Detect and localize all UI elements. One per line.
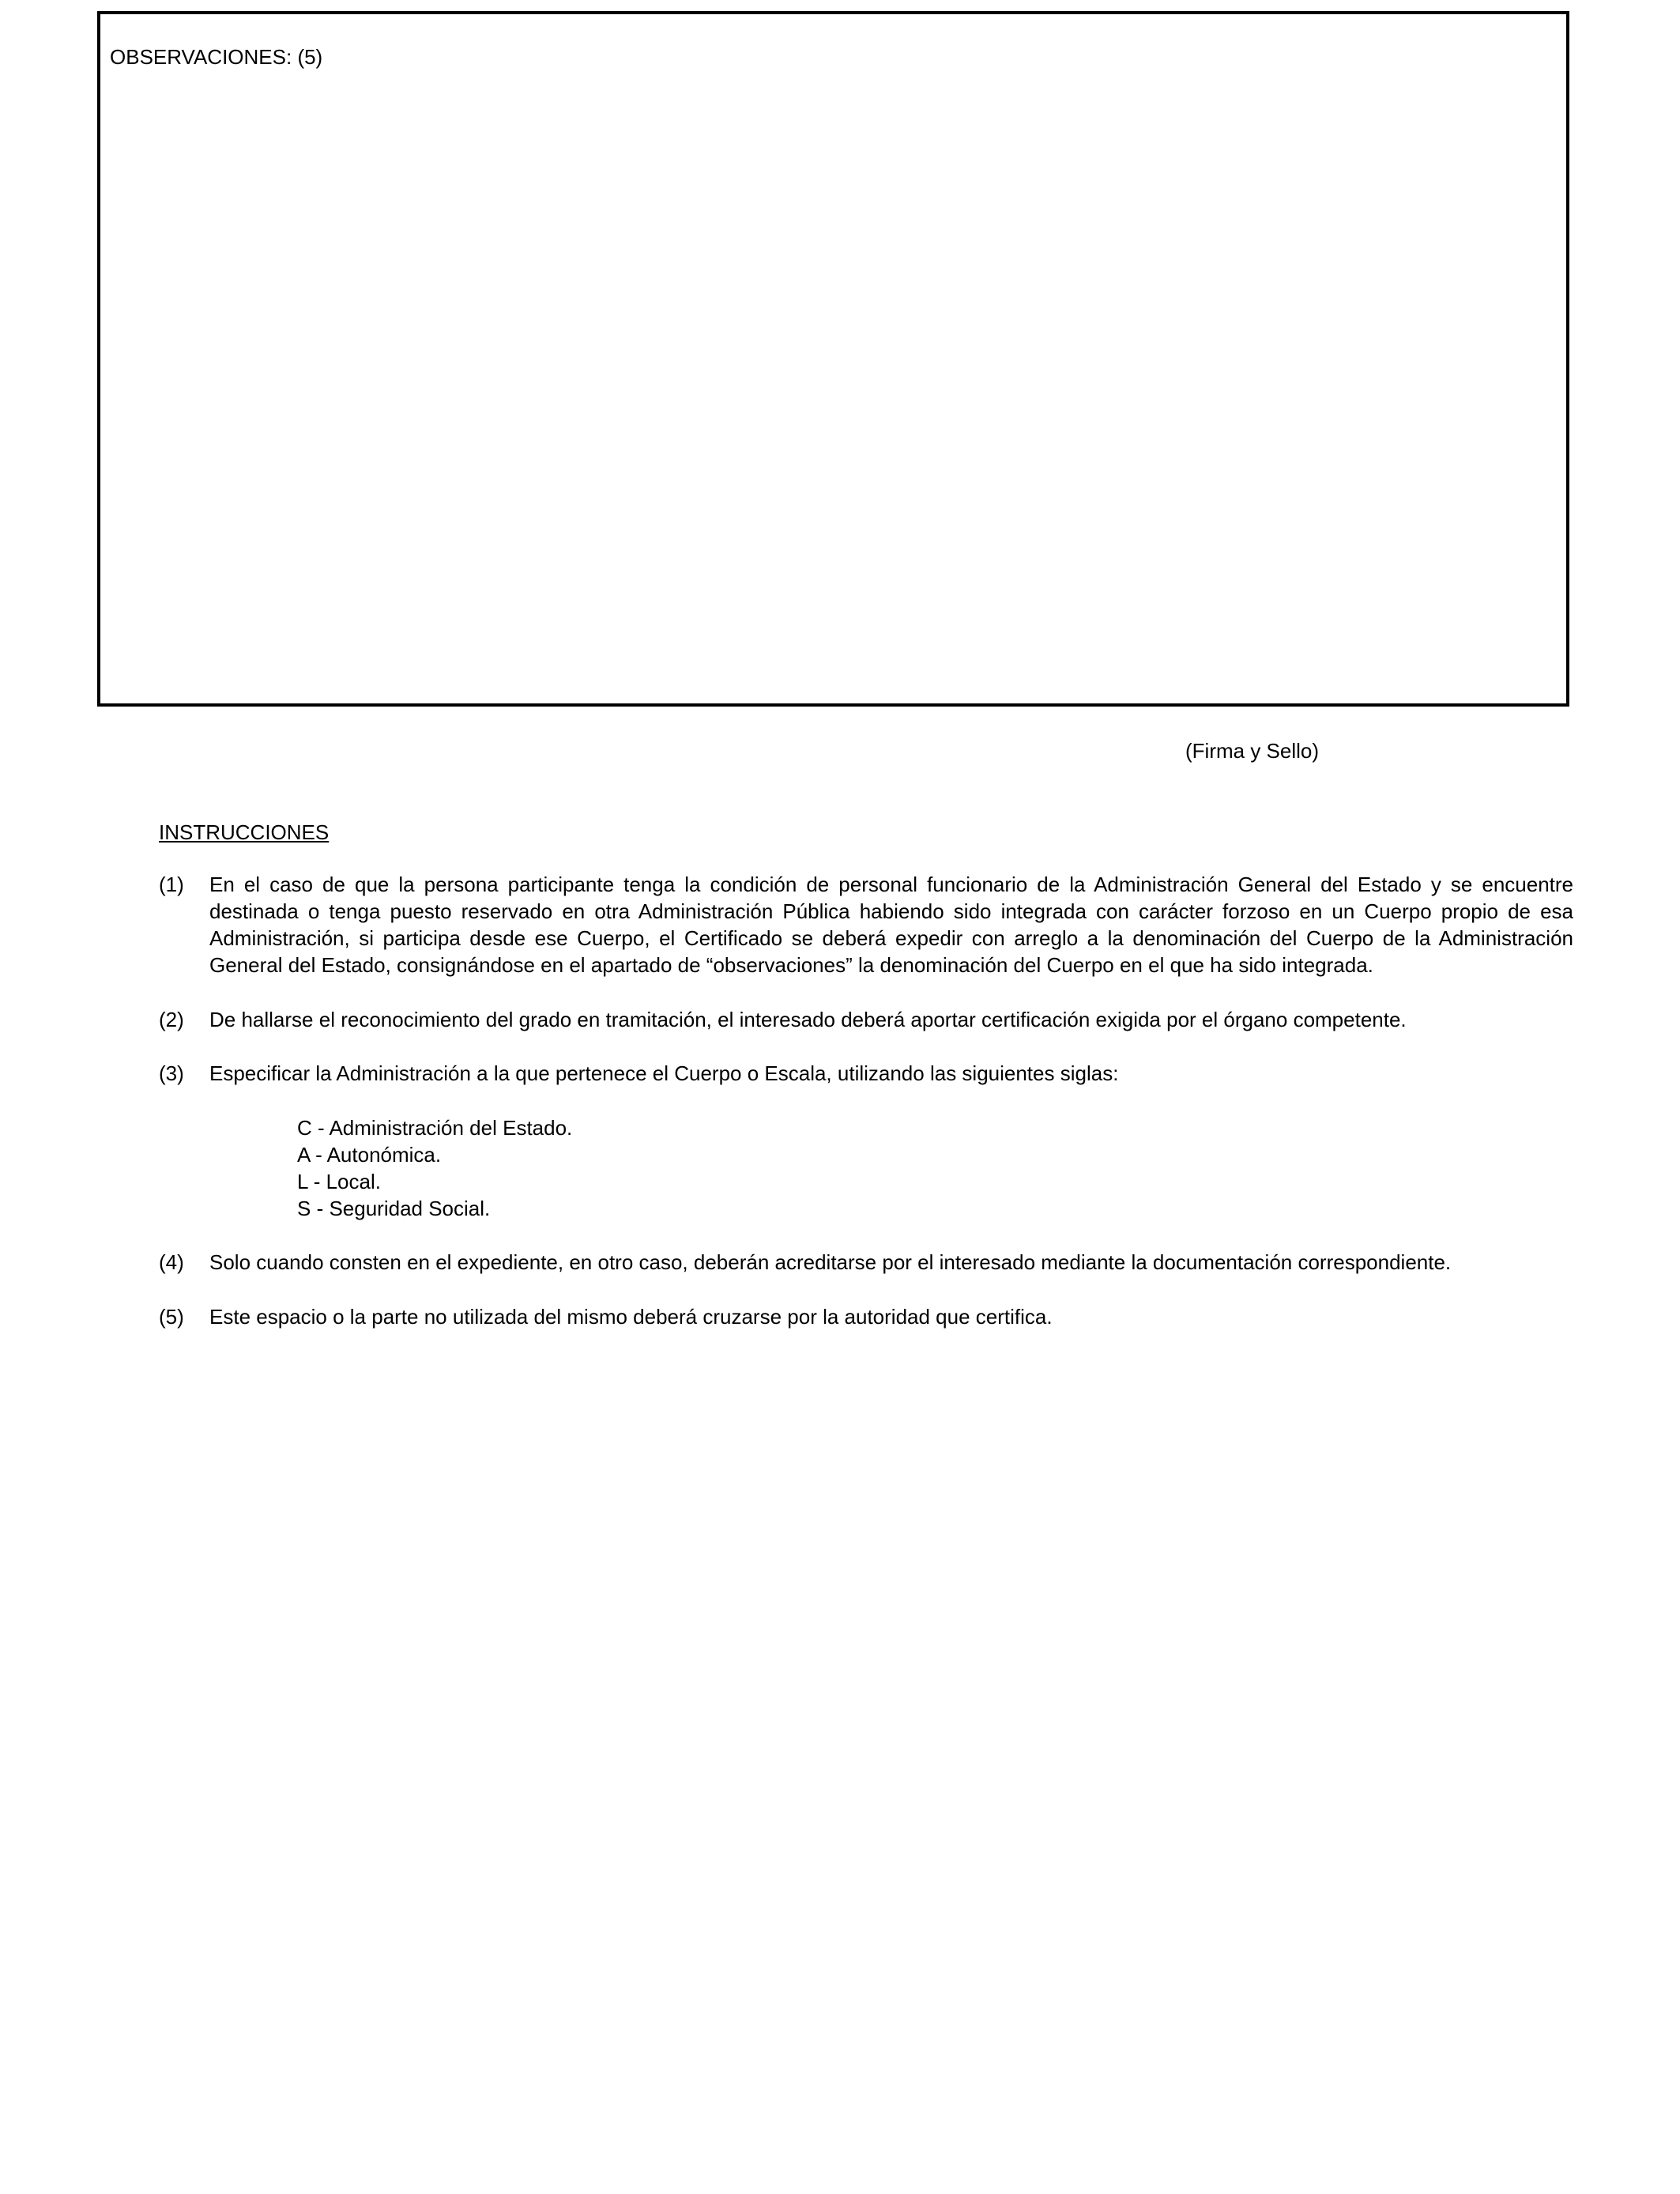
instruccion-item (159, 1303, 1573, 1330)
instruccion-text: Este espacio o la parte no utilizada del mismo deberá cruzarse por la autoridad que certifica. (209, 1305, 1053, 1329)
instruccion-number: (2) (159, 1008, 184, 1031)
siglas-list (297, 1114, 572, 1222)
instruccion-number: (5) (159, 1305, 184, 1329)
instrucciones-title: INSTRUCCIONES (159, 820, 330, 844)
instruccion-number: (1) (159, 873, 184, 896)
instruccion-number: (3) (159, 1061, 184, 1085)
instruccion-item (159, 1249, 1573, 1276)
sigla-item: C - Administración del Estado. (297, 1116, 573, 1140)
sigla-item: A - Autonómica. (297, 1143, 442, 1167)
instruccion-text: Solo cuando consten en el expediente, en otro caso, deberán acreditarse por el interesado mediante la documentación correspondiente. (209, 1250, 1452, 1274)
instruccion-number: (4) (159, 1250, 184, 1274)
observaciones-label: OBSERVACIONES: (5) (110, 45, 323, 69)
firma-sello-label: (Firma y Sello) (1185, 739, 1320, 763)
instruccion-text: En el caso de que la persona participante tenga la condición de personal funcionario de la Administración General del Estado y se encuentre destinada o tenga puesto reservado en otra Administración Pública habiendo sido integrada con carácter forzoso en un Cuerpo propio de esa Administración, si participa desde ese Cuerpo, el Certificado se deberá expedir con arreglo a la denominación del Cuerpo de la Administración General del Estado, consignándose en el apartado de “observaciones” la denominación del Cuerpo en el que ha sido integrada. (209, 873, 1573, 977)
instruccion-item (159, 871, 1573, 978)
sigla-item: L - Local. (297, 1170, 381, 1193)
instruccion-item (159, 1006, 1573, 1033)
instruccion-text: De hallarse el reconocimiento del grado en tramitación, el interesado deberá aportar certificación exigida por el órgano competente. (209, 1008, 1407, 1031)
instruccion-text: Especificar la Administración a la que pertenece el Cuerpo o Escala, utilizando las siguientes siglas: (209, 1061, 1119, 1085)
observaciones-box (97, 11, 1569, 707)
instruccion-item (159, 1060, 1573, 1087)
sigla-item: S - Seguridad Social. (297, 1197, 491, 1220)
